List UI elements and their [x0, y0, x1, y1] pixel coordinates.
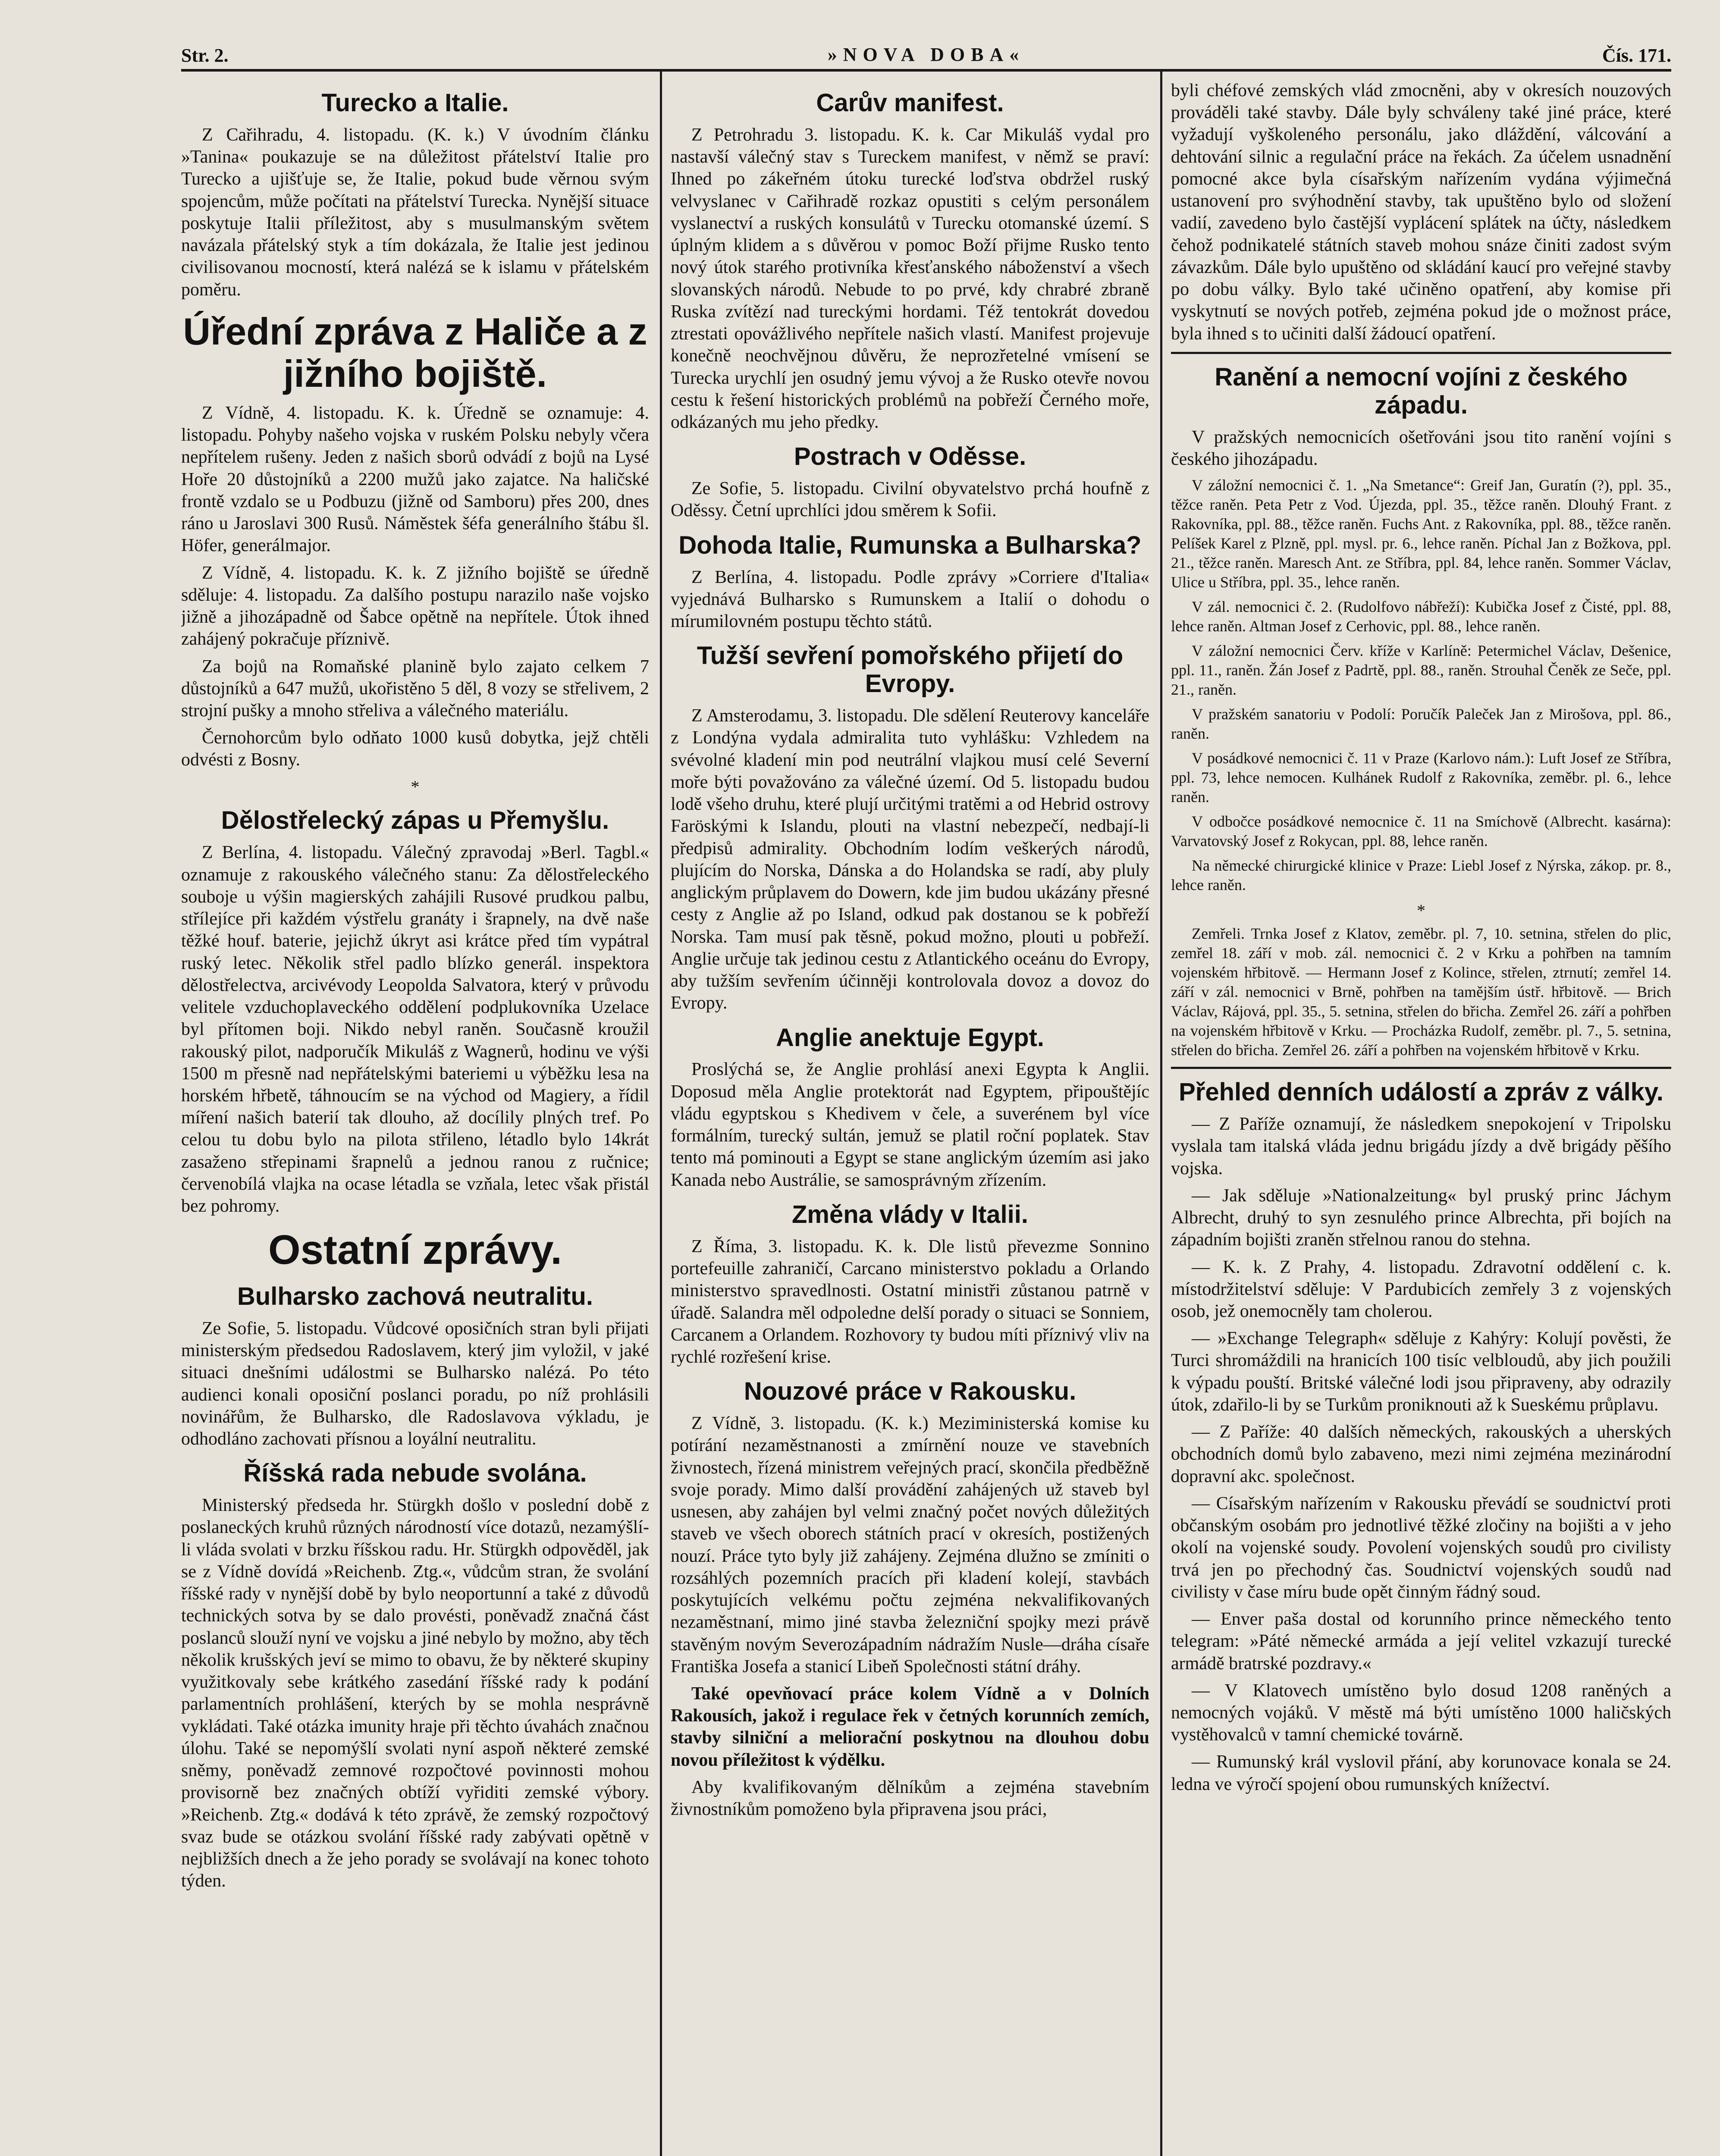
heading-delostrelecky-zapas: Dělostřelecký zápas u Přemyšlu.	[221, 806, 609, 835]
separator-star: *	[1417, 901, 1425, 921]
separator-star: *	[411, 777, 420, 796]
news-item: — Z Paříže oznamují, že následkem snepokojení v Tripolsku vyslala tam italská vláda jednu brigádu jízdy a dvě brigády pěšího vojska.	[1171, 1114, 1671, 1178]
article-text: Také opevňovací práce kolem Vídně a v Dolních Rakousích, jakož i regulace řek v četných korunních zemích, stavby silniční a meliorační poskytnou na dlouhou dobu novou příležitost k výdělku.	[671, 1683, 1149, 1770]
heading-zmena-vlady: Změna vlády v Italii.	[792, 1200, 1028, 1228]
heading-ostatni-zpravy: Ostatní zprávy.	[268, 1227, 562, 1273]
column-1	[181, 80, 649, 2156]
heading-anglie-egypt: Anglie anektuje Egypt.	[776, 1023, 1044, 1052]
column-divider-2	[1160, 71, 1162, 2156]
news-item: — Enver paša dostal od korunního prince německého tento telegram: »Páté německé armáda a její velitel vzkazují turecké armádě bratrské pozdravy.«	[1171, 1609, 1671, 1673]
page-number: Str. 2.	[181, 45, 229, 66]
heading-prehled-udalosti: Přehled denních událostí a zpráv z války.	[1179, 1078, 1664, 1106]
casualty-entry: V posádkové nemocnici č. 11 v Praze (Karlovo nám.): Luft Josef ze Stříbra, ppl. 73, lehce nemocen. Kulhánek Rudolf z Rakovníka, zeměbr. pl. 6., lehce raněn.	[1171, 749, 1671, 806]
article-text: Z Říma, 3. listopadu. K. k. Dle listů převezme Sonnino portefeuille zahraničí, Carcano ministerstvo pokladu a Orlando ministerstvo spravedlnosti. Ostatní ministři zůstanou patrně v úřadě. Salandra měl odpoledne delší porady o situaci se Sonniem, Carcanem a Orlandem. Rozhovory ty budou míti příznivý vliv na rychlé rozřešení krise.	[671, 1236, 1149, 1367]
casualty-entry: V záložní nemocnici č. 1. „Na Smetance“: Greif Jan, Guratín (?), ppl. 35., těžce raněn. Peta Petr z Vod. Újezda, ppl. 35., těžce raněn. Dlouhý Frant. z Rakovníka, ppl. 88., těžce raněn. Fuchs Ant. z Rakovníka, ppl. 88., těžce raněn. Pelíšek Karel z Plzně, ppl. mysl. pr. 6., lehce raněn. Píchal Jan z Božkova, ppl. 21., těžce raněn. Maresch Ant. ze Stříbra, ppl. 84, lehce raněn. Sommer Václav, Ulice u Stříbra, ppl. 35., lehce raněn.	[1171, 476, 1671, 591]
heading-caruv-manifest: Carův manifest.	[816, 89, 1004, 117]
column-3	[1171, 80, 1671, 2156]
casualty-list	[1171, 476, 1671, 1060]
news-item: — Jak sděluje »Nationalzeitung« byl pruský princ Jáchym Albrecht, druhý to syn zesnulého prince Albrechta, při bojích na západním bojišti zraněn střelnou ranou do stehna.	[1171, 1185, 1671, 1250]
article-text: Aby kvalifikovaným dělníkům a zejména stavebním živnostníkům pomoženo byla připravena jsou práci,	[671, 1777, 1149, 1820]
column-divider-1	[660, 71, 662, 2156]
news-item: — Císařským nařízením v Rakousku převádí se soudnictví proti občanským osobám pro jednotlivé těžké zločiny na bojišti a v jeho okolí na vojenské soudy. Povolení vojenských soudů pro civilisty trvá jen po přechodný čas. Soudnictví vojenských soudů nad civilisty v čase míru bude opět činným řádný soud.	[1171, 1493, 1671, 1602]
heading-urední-zprava: Úřední zpráva z Haliče a z jižního bojiště.	[183, 310, 647, 395]
casualty-entry: V odbočce posádkové nemocnice č. 11 na Smíchově (Albrecht. kasárna): Varvatovský Josef z Rokycan, ppl. 88, lehce raněn.	[1171, 813, 1671, 850]
section-rule	[1171, 352, 1671, 354]
casualty-entry: V záložní nemocnici Červ. kříže v Karlíně: Petermichel Václav, Dešenice, ppl. 11., raněn. Žán Josef z Padrtě, ppl. 88., raněn. Strouhal Čeněk ze Seče, ppl. 21., raněn.	[1171, 642, 1671, 699]
article-text: Z Vídně, 4. listopadu. K. k. Z jižního bojiště se úředně sděluje: 4. listopadu. Za dalšího postupu narazilo naše vojsko jižně a jihozápadně od Šabce opětně na nepřítele. Útok ihned zahájený pokračuje příznivě.	[181, 563, 649, 649]
casualty-entry: Zemřeli. Trnka Josef z Klatov, zeměbr. pl. 7, 10. setnina, střelen do plic, zemřel 18. září v mob. zál. nemocnici č. 2 v Krku a pohřben na tamním vojenském hřbitově. — Hermann Josef z Kolince, střelen, ztrnutí; zemřel 14. září v zál. nemocnici v Brně, pohřben na tamějším ústř. hřbitově. — Brich Václav, Rájová, ppl. 35., 5. setnina, střelen do břicha. Zemřel 26. září a pohřben na vojenském hřbitově v Krku. — Procházka Rudolf, zeměbr. pl. 7., 5. setnina, střelen do břicha. Zemřel 26. září a pohřben na vojenském hřbitově v Krku.	[1171, 925, 1671, 1059]
article-text: Z Petrohradu 3. listopadu. K. k. Car Mikuláš vydal pro nastavší válečný stav s Tureckem manifest, v němž se praví: Ihned po zákeřném útoku turecké loďstva obdržel ruský velvyslanec v Cařihradě rozkaz opustiti s celým personálem vyslanectví a ruských konsulátů v Turecku otomanské území. S úplným klidem a s důvěrou v pomoc Boží přijme Rusko tento nový útok starého protivníka křesťanského náboženství a všech slovanských národů. Nebude to po prvé, kdy chrabré zbraně Ruska zvítězí nad tureckými hordami. Též tentokrát dovedou ztrestati opovážlivého nepřítele našich vlastí. Manifest projevuje konečně neochvějnou důvěru, že neprozřetelné vmísení se Turecka urychlí jen osudný jemu vývoj a že Rusko otevře novou cestu k řešení historických problémů na pobřeží Černého moře, odkázaných mu jeho předky.	[671, 125, 1149, 432]
article-text: Proslýchá se, že Anglie prohlásí anexi Egypta k Anglii. Doposud měla Anglie protektorát nad Egyptem, připouštějíc vládu egyptskou s Khedivem v čele, a suverénem byl více formálním, turecký sultán, jemuž se platil roční poplatek. Stav tento má pominouti a Egypt se stane anglickým územím asi jako Kanada nebo Austrálie, se samosprávným zřízením.	[671, 1059, 1149, 1190]
article-text: Ministerský předseda hr. Stürgkh došlo v poslední době z poslaneckých kruhů různých národností více dotazů, nezamýšlí-li vláda svolati v brzku říšskou radu. Hr. Stürgkh odpověděl, jak se z Vídně dovídá »Reichenb. Ztg.«, vůdcům stran, že svolání říšské rady v nynější době by bylo neoportunní a také z důvodů technických sotva by se dalo provésti, poněvadž značná část poslanců slouží nyní ve vojsku a jiné nebylo by možno, aby těch několik krušských jeví se mimo to obavu, že by některé skupiny využitkovaly sebe krátkého zasedání říšské rady k podání parlamentních prohlášení, kterých by se mohla nesprávně vykládati. Také otázka imunity hraje při těchto úvahách značnou úlohu. Také se nepomýšlí svolati nyní aspoň některé zemské sněmy, poněvadž zemnové rozpočtové povinnosti mohou provisorně bez značných obtíží vyřiditi zemské výbory. »Reichenb. Ztg.« dodává k této zprávě, že zemský rozpočtový svaz bude se otázkou svolání říšské rady zabývati opětně v nejbližších dnech a že jeho porady se svolávají na konec tohoto týden.	[181, 1495, 649, 1891]
heading-turecko-italie: Turecko a Italie.	[321, 89, 509, 117]
article-text: Z Berlína, 4. listopadu. Podle zprávy »Corriere d'Italia« vyjednává Bulharsko s Rumunskem a Italií o dohodu o mírumilovném postupu těchto států.	[671, 567, 1149, 632]
news-item: — Z Paříže: 40 dalších německých, rakouských a uherských obchodních domů bylo zabaveno, mezi nimi zejména mezinárodní dopravní akc. společnost.	[1171, 1422, 1671, 1486]
casualty-entry: V zál. nemocnici č. 2. (Rudolfovo nábřeží): Kubička Josef z Čisté, ppl. 88, lehce raněn. Altman Josef z Cerhovic, ppl. 88., lehce raněn.	[1171, 598, 1671, 635]
heading-postrach-odesse: Postrach v Oděsse.	[794, 442, 1026, 471]
article-text: Ze Sofie, 5. listopadu. Vůdcové oposičních stran byli přijati ministerským předsedou Radoslavem, který jim vyložil, v jaké situaci dnešními událostmi se Bulharsko nalézá. Po této audienci konali oposiční poslanci poradu, po níž prohlásili novinářům, že Bulharsko, dle Radoslavova výkladu, je odhodláno zachovati přísnou a loyální neutralitu.	[181, 1318, 649, 1449]
header-rule	[181, 69, 1671, 72]
heading-risska-rada: Říšská rada nebude svolána.	[243, 1459, 587, 1488]
article-text: Z Cařihradu, 4. listopadu. (K. k.) V úvodním článku »Tanina« poukazuje se na důležitost přátelství Italie pro Turecko a ujišťuje se, že Italie, pokud bude věrnou svým spojencům, může počítati na přátelství Turecka. Nynější situace poskytuje Italii příležitost, aby s musulmanským světem navázala přátelský styk a tím dokázala, že Italie jest jedinou civilisovanou mocností, která nalézá se k islamu v přátelském poměru.	[181, 125, 649, 300]
news-item: — »Exchange Telegraph« sděluje z Kahýry: Kolují pověsti, že Turci shromáždili na hranicích 100 tisíc velbloudů, aby jich použili k výpadu pouští. Britské válečné lodi jsou připraveny, aby odrazily útok, zdařilo-li by se Turkům proniknouti až k Sueskému průplavu.	[1171, 1329, 1671, 1415]
article-text: Černohorcům bylo odňato 1000 kusů dobytka, jejž chtěli odvésti z Bosny.	[181, 728, 649, 770]
section-rule	[1171, 1067, 1671, 1069]
casualty-entry: Na německé chirurgické klinice v Praze: Liebl Josef z Nýrska, zákop. pr. 8., lehce raněn.	[1171, 857, 1671, 894]
casualty-entry: V pražském sanatoriu v Podolí: Poručík Paleček Jan z Mirošova, ppl. 86., raněn.	[1171, 705, 1671, 743]
heading-raneni-nemocni: Ranění a nemocní vojíni z českého západu.	[1215, 363, 1628, 419]
news-item: — K. k. Z Prahy, 4. listopadu. Zdravotní oddělení c. k. místodržitelství sděluje: V Pardubicích zemřely 3 z vojenských osob, jež onemocněly tam cholerou.	[1171, 1257, 1671, 1322]
heading-tuzsi-sevreni: Tužší sevření pomořského přijetí do Evropy.	[697, 642, 1124, 698]
article-text: Z Berlína, 4. listopadu. Válečný zpravodaj »Berl. Tagbl.« oznamuje z rakouského válečného stanu: Za dělostřeleckého souboje u výšin magierských zahájili Rusové prudkou palbu, střílejíce při každém výstřelu granáty i šrapnely, na dvě naše těžké houf. baterie, jejichž úkryt asi krátce před tím vypátral ruský letec. Několik střel padlo blízko generál. inspektora dělostřelectva, arcivévody Leopolda Salvatora, který v průvodu velitele vzduchoplaveckého oddělení podplukovníka Uzelace byl přítomen boji. Nikdo nebyl raněn. Současně kroužil rakouský pilot, nadporučík Mikuláš z Wagnerů, hodinu ve výši 1500 m přesně nad nepřátelskými bateriemi u výběžku lesa na horském hřbetě, táhnoucím se na východ od Magiery, a řídil míření našich baterií tak dlouho, až docílily plných tref. Po celou tu dobu bylo na pilota střileno, létadlo bylo 14krát zasaženo střepinami šrapnelů a jednou ranou z ručnice; červenobílá vlajka na ocase létadla se vzňala, letec však přistál bez pohromy.	[181, 843, 649, 1216]
article-text: V pražských nemocnicích ošetřováni jsou tito ranění vojíni s českého jihozápadu.	[1171, 427, 1671, 469]
heading-bulharsko: Bulharsko zachová neutralitu.	[237, 1282, 593, 1310]
article-text: Ze Sofie, 5. listopadu. Civilní obyvatelstvo prchá houfně z Oděssy. Četní uprchlíci jdou směrem k Sofii.	[671, 479, 1149, 521]
news-item: — Rumunský král vyslovil přání, aby korunovace konala se 24. ledna ve výročí spojení obou rumunských knížectví.	[1171, 1752, 1671, 1794]
article-text: Z Vídně, 3. listopadu. (K. k.) Meziministerská komise ku potírání nezaměstnanosti a zmírnění nouze ve stavebních živnostech, řízená ministrem veřejných prací, skončila předběžně svoje porady. Mimo další provádění zahájených už staveb byl usnesen, aby zahájen byl velmi značný počet nových důležitých staveb ve všech oborech státních prací v okresích, postižených nouzí. Práce tyto byly již zahájeny. Zejména dlužno se zmíniti o rozsáhlých pozemních pracích při kladení kolejí, stavbách poskytujících velkému počtu zejména nekvalifikovaných nezaměstnaní, mimo jiné stavba železniční spojky mezi právě stavěným novým Severozápadním nádražím Nusle—dráha císaře Františka Josefa a stanicí Libeň Společnosti státní dráhy.	[671, 1413, 1149, 1677]
article-text: Z Vídně, 4. listopadu. K. k. Úředně se oznamuje: 4. listopadu. Pohyby našeho vojska v ruském Polsku nebyly včera nepřítelem rušeny. Jeden z našich sborů odvádí z bojů na Lysé Hoře 20 důstojníků a 2200 mužů jako zajatce. Na haličské frontě vzdalo se u Podbuzu (jižně od Samboru) přes 200, dnes ráno u Jaroslavi 300 Rusů. Náměstek šéfa generálního štábu šl. Höfer, generálmajor.	[181, 403, 649, 556]
heading-dohoda: Dohoda Italie, Rumunska a Bulharska?	[678, 531, 1142, 559]
news-item: — V Klatovech umístěno bylo dosud 1208 raněných a nemocných vojáků. V městě má býti umístěno 1000 haličských vystěhovalců v tamní chemické továrně.	[1171, 1680, 1671, 1745]
page-header	[181, 41, 1671, 68]
heading-nouzove-prace: Nouzové práce v Rakousku.	[744, 1377, 1077, 1406]
newspaper-title: »NOVA DOBA«	[827, 44, 1025, 65]
article-text: Za bojů na Romaňské planině bylo zajato celkem 7 důstojníků a 647 mužů, ukořistěno 5 děl, 8 vozy se střelivem, 2 strojní pušky a mnoho střeliva a válečného materiálu.	[181, 656, 649, 721]
article-text: byli chéfové zemských vlád zmocněni, aby v okresích nouzových prováděli také stavby. Dále byly schváleny také jiné práce, které vyžadují vyškoleného personálu, jako dláždění, válcování a dehtování silnic a regulační práce na řekách. Za účelem usnadnění pomocné akce byla císařským nařízením vydána výjimečná ustanovení pro svýhodnění stavby, tak upuštěno bylo od složení vadií, zavedeno bylo častější vyplácení splátek na účty, následkem čehož podnikatelé státních staveb mohou snáze činiti zadost svým závazkům. Dále bylo upuštěno od skládání kaucí pro veřejné stavby po dobu války. Bylo také učiněno opatření, aby komise při vyskytnutí se nových potřeb, zejména pokud jde o možnost práce, byla ihned s to učiniti další žádoucí opatření.	[1171, 81, 1671, 344]
column-2	[671, 80, 1149, 2156]
issue-number: Čís. 171.	[1602, 45, 1671, 66]
article-text: Z Amsterodamu, 3. listopadu. Dle sdělení Reuterovy kanceláře z Londýna vydala admiralita tuto vyhlášku: Vzhledem na svévolné kladení min pod neutrální vlajkou musí celé Severní moře býti považováno za válečné území. Od 5. listopadu budou lodě všeho druhu, které plují určitými tratěmi a od Hebrid ostrovy Faröskými k Islandu, plouti na vlastní nebezpečí, nedbají-li předpisů admirality. Obchodním lodím veškerých národů, plujícím do Norska, Dánska a do Holandska se radí, aby pluly anglickým průplavem do Dowern, kde jim budou ukázány přesné cesty z Anglie až po Island, odkud pak dostanou se k pobřeží Norska. Tam musí pak těsně, pokud možno, plouti u pobřeží. Anglie určuje tak jedinou cestu z Atlantického oceánu do Evropy, aby tužším sevřením účinněji kontrolovala dovoz a dovoz do Evropy.	[671, 706, 1149, 1013]
